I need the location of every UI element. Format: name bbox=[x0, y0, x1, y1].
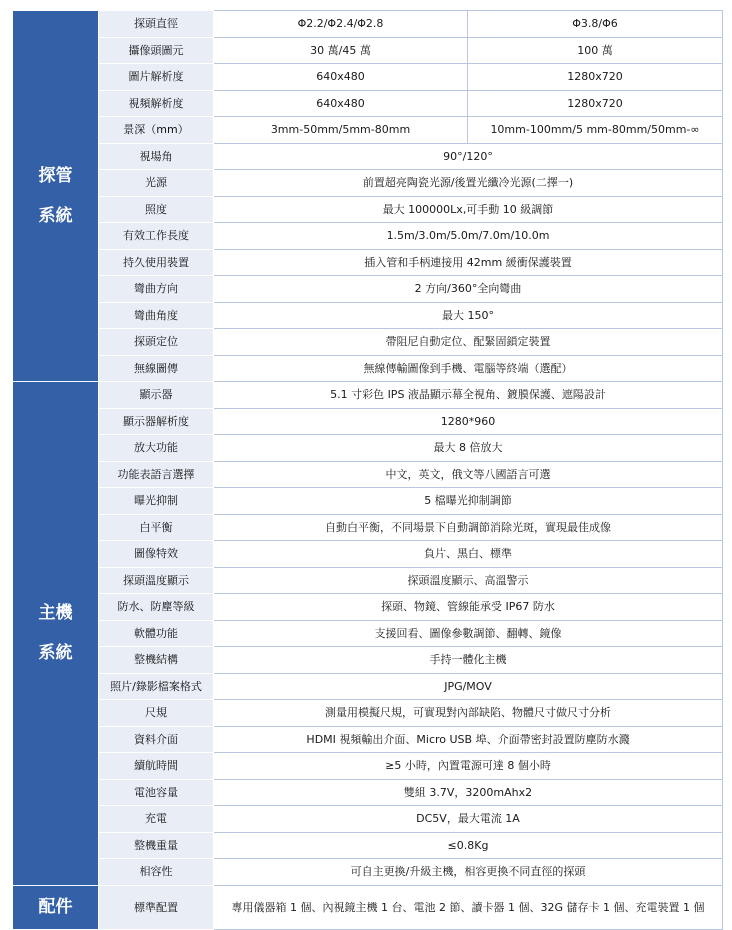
spec-row bbox=[13, 461, 723, 488]
spec-value: DC5V，最大電流 1A bbox=[214, 806, 723, 833]
spec-row bbox=[13, 249, 723, 276]
spec-label: 有效工作長度 bbox=[99, 223, 214, 250]
spec-label: 光源 bbox=[99, 170, 214, 197]
spec-label: 標準配置 bbox=[99, 885, 214, 929]
spec-label: 白平衡 bbox=[99, 514, 214, 541]
spec-value: 最大 150° bbox=[214, 302, 723, 329]
spec-value: 可自主更換/升級主機，相容更換不同直徑的探頭 bbox=[214, 859, 723, 886]
spec-label: 顯示器 bbox=[99, 382, 214, 409]
spec-row bbox=[13, 567, 723, 594]
category-line2: 系統 bbox=[38, 643, 73, 664]
spec-row bbox=[13, 435, 723, 462]
spec-label: 整機結構 bbox=[99, 647, 214, 674]
spec-value: 90°/120° bbox=[214, 143, 723, 170]
spec-label: 整機重量 bbox=[99, 832, 214, 859]
spec-value: 測量用模擬尺規，可實現對內部缺陷、物體尺寸做尺寸分析 bbox=[214, 700, 723, 727]
spec-value: 探頭溫度顯示、高溫警示 bbox=[214, 567, 723, 594]
spec-value: 最大 8 倍放大 bbox=[214, 435, 723, 462]
spec-label: 無線圖傳 bbox=[99, 355, 214, 382]
spec-row bbox=[13, 64, 723, 91]
spec-value: JPG/MOV bbox=[214, 673, 723, 700]
spec-label: 視頻解析度 bbox=[99, 90, 214, 117]
spec-value: 3mm-50mm/5mm-80mm bbox=[214, 117, 468, 144]
spec-label: 視場角 bbox=[99, 143, 214, 170]
spec-label: 持久使用裝置 bbox=[99, 249, 214, 276]
spec-row bbox=[13, 859, 723, 886]
category-line2: 系統 bbox=[38, 206, 73, 226]
spec-label: 顯示器解析度 bbox=[99, 408, 214, 435]
category-cell bbox=[13, 382, 99, 886]
spec-row bbox=[13, 594, 723, 621]
category-cell bbox=[13, 11, 99, 382]
spec-value: 640x480 bbox=[214, 64, 468, 91]
spec-label: 攝像頭圖元 bbox=[99, 37, 214, 64]
spec-value: HDMI 視頻輸出介面、Micro USB 埠、介面帶密封設置防塵防水濺 bbox=[214, 726, 723, 753]
spec-label: 續航時間 bbox=[99, 753, 214, 780]
spec-row bbox=[13, 90, 723, 117]
spec-label: 防水、防塵等級 bbox=[99, 594, 214, 621]
spec-row bbox=[13, 276, 723, 303]
spec-row bbox=[13, 806, 723, 833]
spec-value: 中文，英文，俄文等八國語言可選 bbox=[214, 461, 723, 488]
spec-value: 最大 100000Lx,可手動 10 級調節 bbox=[214, 196, 723, 223]
spec-value: 10mm-100mm/5 mm-80mm/50mm-∞ bbox=[468, 117, 723, 144]
spec-row bbox=[13, 11, 723, 38]
spec-value: 專用儀器箱 1 個、內視鏡主機 1 台、電池 2 節、讀卡器 1 個、32G 儲存卡 1 個、充電裝置 1 個 bbox=[214, 885, 723, 929]
spec-label: 圖片解析度 bbox=[99, 64, 214, 91]
spec-table bbox=[12, 10, 723, 930]
spec-label: 資料介面 bbox=[99, 726, 214, 753]
spec-label: 充電 bbox=[99, 806, 214, 833]
spec-value: ≥5 小時，內置電源可達 8 個小時 bbox=[214, 753, 723, 780]
spec-row bbox=[13, 117, 723, 144]
spec-row bbox=[13, 885, 723, 929]
spec-row bbox=[13, 37, 723, 64]
spec-label: 功能表語言選擇 bbox=[99, 461, 214, 488]
spec-value: 帶阻尼自動定位、配緊固鎖定裝置 bbox=[214, 329, 723, 356]
spec-row bbox=[13, 779, 723, 806]
spec-label: 電池容量 bbox=[99, 779, 214, 806]
spec-label: 探頭定位 bbox=[99, 329, 214, 356]
spec-row bbox=[13, 514, 723, 541]
spec-label: 探頭直徑 bbox=[99, 11, 214, 38]
spec-value: 前置超亮陶瓷光源/後置光纖冷光源(二擇一) bbox=[214, 170, 723, 197]
spec-value: 探頭、物鏡、管線能承受 IP67 防水 bbox=[214, 594, 723, 621]
spec-row bbox=[13, 408, 723, 435]
spec-label: 放大功能 bbox=[99, 435, 214, 462]
spec-label: 尺規 bbox=[99, 700, 214, 727]
spec-value: 640x480 bbox=[214, 90, 468, 117]
spec-value: 1280x720 bbox=[468, 64, 723, 91]
spec-row bbox=[13, 700, 723, 727]
spec-value: 100 萬 bbox=[468, 37, 723, 64]
spec-row bbox=[13, 541, 723, 568]
spec-value: 1280*960 bbox=[214, 408, 723, 435]
spec-value: 支援回看、圖像參數調節、翻轉、鏡像 bbox=[214, 620, 723, 647]
spec-value: 手持一體化主機 bbox=[214, 647, 723, 674]
spec-row bbox=[13, 726, 723, 753]
spec-value: 無線傳輸圖像到手機、電腦等終端（選配） bbox=[214, 355, 723, 382]
spec-row bbox=[13, 382, 723, 409]
spec-row bbox=[13, 673, 723, 700]
spec-label: 相容性 bbox=[99, 859, 214, 886]
spec-label: 探頭溫度顯示 bbox=[99, 567, 214, 594]
spec-value: Φ3.8/Φ6 bbox=[468, 11, 723, 38]
spec-row bbox=[13, 196, 723, 223]
spec-value: 2 方向/360°全向彎曲 bbox=[214, 276, 723, 303]
spec-label: 照片/錄影檔案格式 bbox=[99, 673, 214, 700]
spec-value: 負片、黑白、標準 bbox=[214, 541, 723, 568]
spec-label: 彎曲方向 bbox=[99, 276, 214, 303]
spec-label: 曝光抑制 bbox=[99, 488, 214, 515]
spec-row bbox=[13, 620, 723, 647]
spec-row bbox=[13, 753, 723, 780]
spec-row bbox=[13, 302, 723, 329]
spec-label: 圖像特效 bbox=[99, 541, 214, 568]
spec-row bbox=[13, 223, 723, 250]
spec-row bbox=[13, 647, 723, 674]
spec-row bbox=[13, 143, 723, 170]
spec-label: 彎曲角度 bbox=[99, 302, 214, 329]
category-cell bbox=[13, 885, 99, 929]
spec-value: 30 萬/45 萬 bbox=[214, 37, 468, 64]
spec-value: 1.5m/3.0m/5.0m/7.0m/10.0m bbox=[214, 223, 723, 250]
spec-row bbox=[13, 355, 723, 382]
category-line1: 配件 bbox=[38, 897, 73, 917]
spec-row bbox=[13, 329, 723, 356]
spec-value: 5.1 寸彩色 IPS 液晶顯示幕全視角、鍍膜保護、遮陽設計 bbox=[214, 382, 723, 409]
category-line1: 探管 bbox=[38, 166, 73, 186]
spec-value: 插入管和手柄連接用 42mm 緩衝保護裝置 bbox=[214, 249, 723, 276]
spec-label: 軟體功能 bbox=[99, 620, 214, 647]
spec-value: 自動白平衡，不同場景下自動調節消除光斑，實現最佳成像 bbox=[214, 514, 723, 541]
spec-row bbox=[13, 832, 723, 859]
spec-value: 雙組 3.7V，3200mAhx2 bbox=[214, 779, 723, 806]
spec-label: 景深（mm） bbox=[99, 117, 214, 144]
spec-value: ≤0.8Kg bbox=[214, 832, 723, 859]
spec-row bbox=[13, 170, 723, 197]
spec-value: 5 檔曝光抑制調節 bbox=[214, 488, 723, 515]
category-line1: 主機 bbox=[38, 603, 73, 624]
spec-label: 照度 bbox=[99, 196, 214, 223]
spec-row bbox=[13, 488, 723, 515]
spec-value: 1280x720 bbox=[468, 90, 723, 117]
spec-value: Φ2.2/Φ2.4/Φ2.8 bbox=[214, 11, 468, 38]
